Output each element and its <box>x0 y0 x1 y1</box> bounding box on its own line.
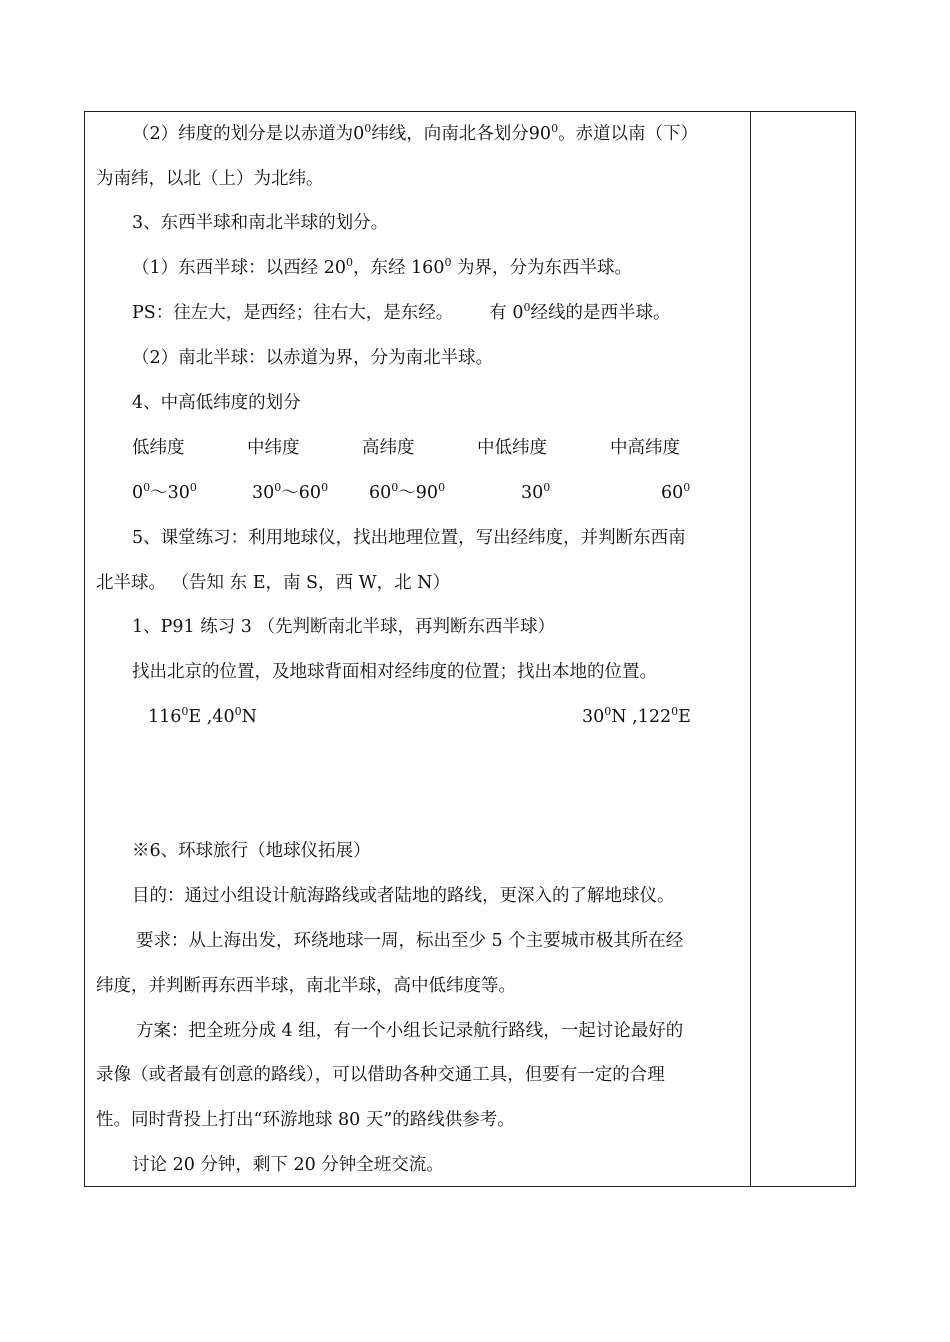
lat-header-mid: 中纬度 <box>247 438 300 458</box>
requirement-line2: 纬度，并判断再东西半球，南北半球，高中低纬度等。 <box>96 976 516 996</box>
plan-line1: 方案：把全班分成 4 组，有一个小组长记录航行路线，一起讨论最好的 <box>136 1021 684 1041</box>
lat-header-high: 高纬度 <box>362 438 415 458</box>
requirement-line1: 要求：从上海出发，环绕地球一周，标出至少 5 个主要城市极其所在经 <box>136 931 684 951</box>
coordinate-beijing: $116^0E$ $,40^0N$ <box>148 705 257 727</box>
lat-header-midlow: 中低纬度 <box>477 438 547 458</box>
coordinate-local: $30^0N$ ,122$^0$E <box>582 705 691 727</box>
latitude-division-line2: 为南纬，以北（上）为北纬。 <box>96 169 324 189</box>
latitude-division-line1: （2）纬度的划分是以赤道为$0^0$纬线，向南北各划分$90^0$。赤道以南（下） <box>132 122 699 144</box>
discussion-text: 讨论 20 分钟，剩下 20 分钟全班交流。 <box>132 1155 444 1175</box>
plan-line3: 性。同时背投上打出“环游地球 80 天”的路线供参考。 <box>96 1110 515 1130</box>
ps-note: PS：往左大，是西经；往右大，是东经。 有 $0^0$经线的是西半球。 <box>132 301 671 323</box>
exercise-item: 1、P91 练习 3 （先判断南北半球，再判断东西半球） <box>132 617 555 637</box>
lat-value-mid: $30^0\sim 60^0$ <box>252 481 329 503</box>
lat-value-midhigh: $60^0$ <box>661 481 691 503</box>
hemisphere-heading: 3、东西半球和南北半球的划分。 <box>132 213 389 233</box>
find-instruction: 找出北京的位置，及地球背面相对经纬度的位置；找出本地的位置。 <box>132 662 657 682</box>
north-south-hemisphere: （2）南北半球：以赤道为界，分为南北半球。 <box>132 348 494 368</box>
plan-line2: 录像（或者最有创意的路线），可以借助各种交通工具，但要有一定的合理 <box>96 1065 665 1085</box>
practice-line2: 北半球。 （告知 东 E，南 S，西 W，北 N） <box>96 573 450 593</box>
purpose-text: 目的：通过小组设计航海路线或者陆地的路线，更深入的了解地球仪。 <box>132 886 675 906</box>
lat-header-midhigh: 中高纬度 <box>610 438 680 458</box>
practice-line1: 5、课堂练习：利用地球仪，找出地理位置，写出经纬度，并判断东西南 <box>132 528 686 548</box>
east-west-hemisphere: （1）东西半球：以西经 $20^0$，东经 $160^0$ 为界，分为东西半球。 <box>132 256 633 278</box>
world-travel-heading: ※6、环球旅行（地球仪拓展） <box>132 841 371 861</box>
lat-header-low: 低纬度 <box>132 438 185 458</box>
latitude-zones-heading: 4、中高低纬度的划分 <box>132 393 301 413</box>
lat-value-low: $0^0\sim 30^0$ <box>132 481 197 503</box>
column-divider <box>750 111 751 1187</box>
lat-value-high: $60^0\sim 90^0$ <box>369 481 446 503</box>
lat-value-midlow: $30^0$ <box>521 481 551 503</box>
